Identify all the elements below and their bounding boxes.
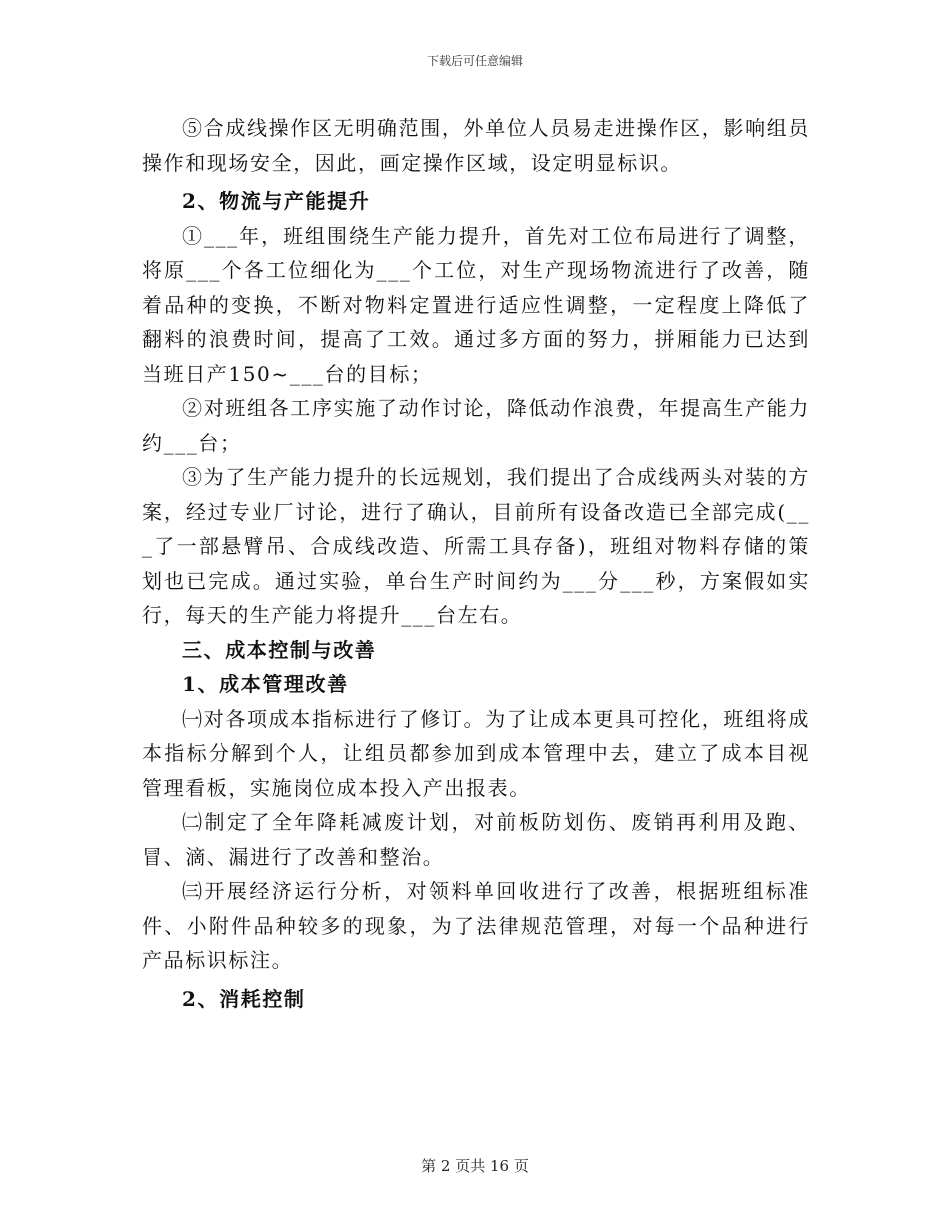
paragraph-motion-study: ②对班组各工序实施了动作讨论，降低动作浪费，年提高生产能力约___台； — [142, 396, 810, 455]
paragraph-cost-indicators: ㈠对各项成本指标进行了修订。为了让成本更具可控化，班组将成本指标分解到个人，让组员都参加到成本管理中去，建立了成本目视管理看板，实施岗位成本投入产出报表。 — [142, 706, 810, 800]
paragraph-economic-analysis: ㈢开展经济运行分析，对领料单回收进行了改善，根据班组标准件、小附件品种较多的现象，为了法律规范管理，对每一个品种进行产品标识标注。 — [142, 879, 810, 972]
document-body — [142, 111, 810, 1016]
paragraph-long-term-plan: ③为了生产能力提升的长远规划，我们提出了合成线两头对装的方案，经过专业厂讨论，进行了确认，目前所有设备改造已全部完成(___了一部悬臂吊、合成线改造、所需工具存备)，班组对物料存储的策划也已完成。通过实验，单台生产时间约为___分___秒，方案假如实行，每天的生产能力将提升___台左右。 — [142, 465, 810, 627]
page-header: 下载后可任意编辑 — [426, 54, 523, 68]
page-footer: 第 2 页共 16 页 — [421, 1157, 529, 1175]
paragraph-layout-adjustment: ①___年，班组围绕生产能力提升，首先对工位布局进行了调整，将原___个各工位细化为___个工位，对生产现场物流进行了改善，随着品种的变换，不断对物料定置进行适应性调整，一定程度上降低了翻料的浪费时间，提高了工效。通过多方面的努力，拼厢能力已达到当班日产150~___台的目标； — [142, 223, 810, 386]
paragraph-operation-area: ⑤合成线操作区无明确范围，外单位人员易走进操作区，影响组员操作和现场安全，因此，画定操作区域，设定明显标识。 — [142, 116, 810, 175]
heading-cost-management: 1、成本管理改善 — [182, 672, 349, 696]
heading-consumption-control: 2、消耗控制 — [182, 986, 306, 1011]
heading-logistics-capacity: 2、物流与产能提升 — [182, 189, 371, 213]
paragraph-waste-reduction: ㈡制定了全年降耗减废计划，对前板防划伤、废销再利用及跑、冒、滴、漏进行了改善和整治。 — [142, 810, 810, 869]
heading-cost-control: 三、成本控制与改善 — [182, 637, 377, 662]
